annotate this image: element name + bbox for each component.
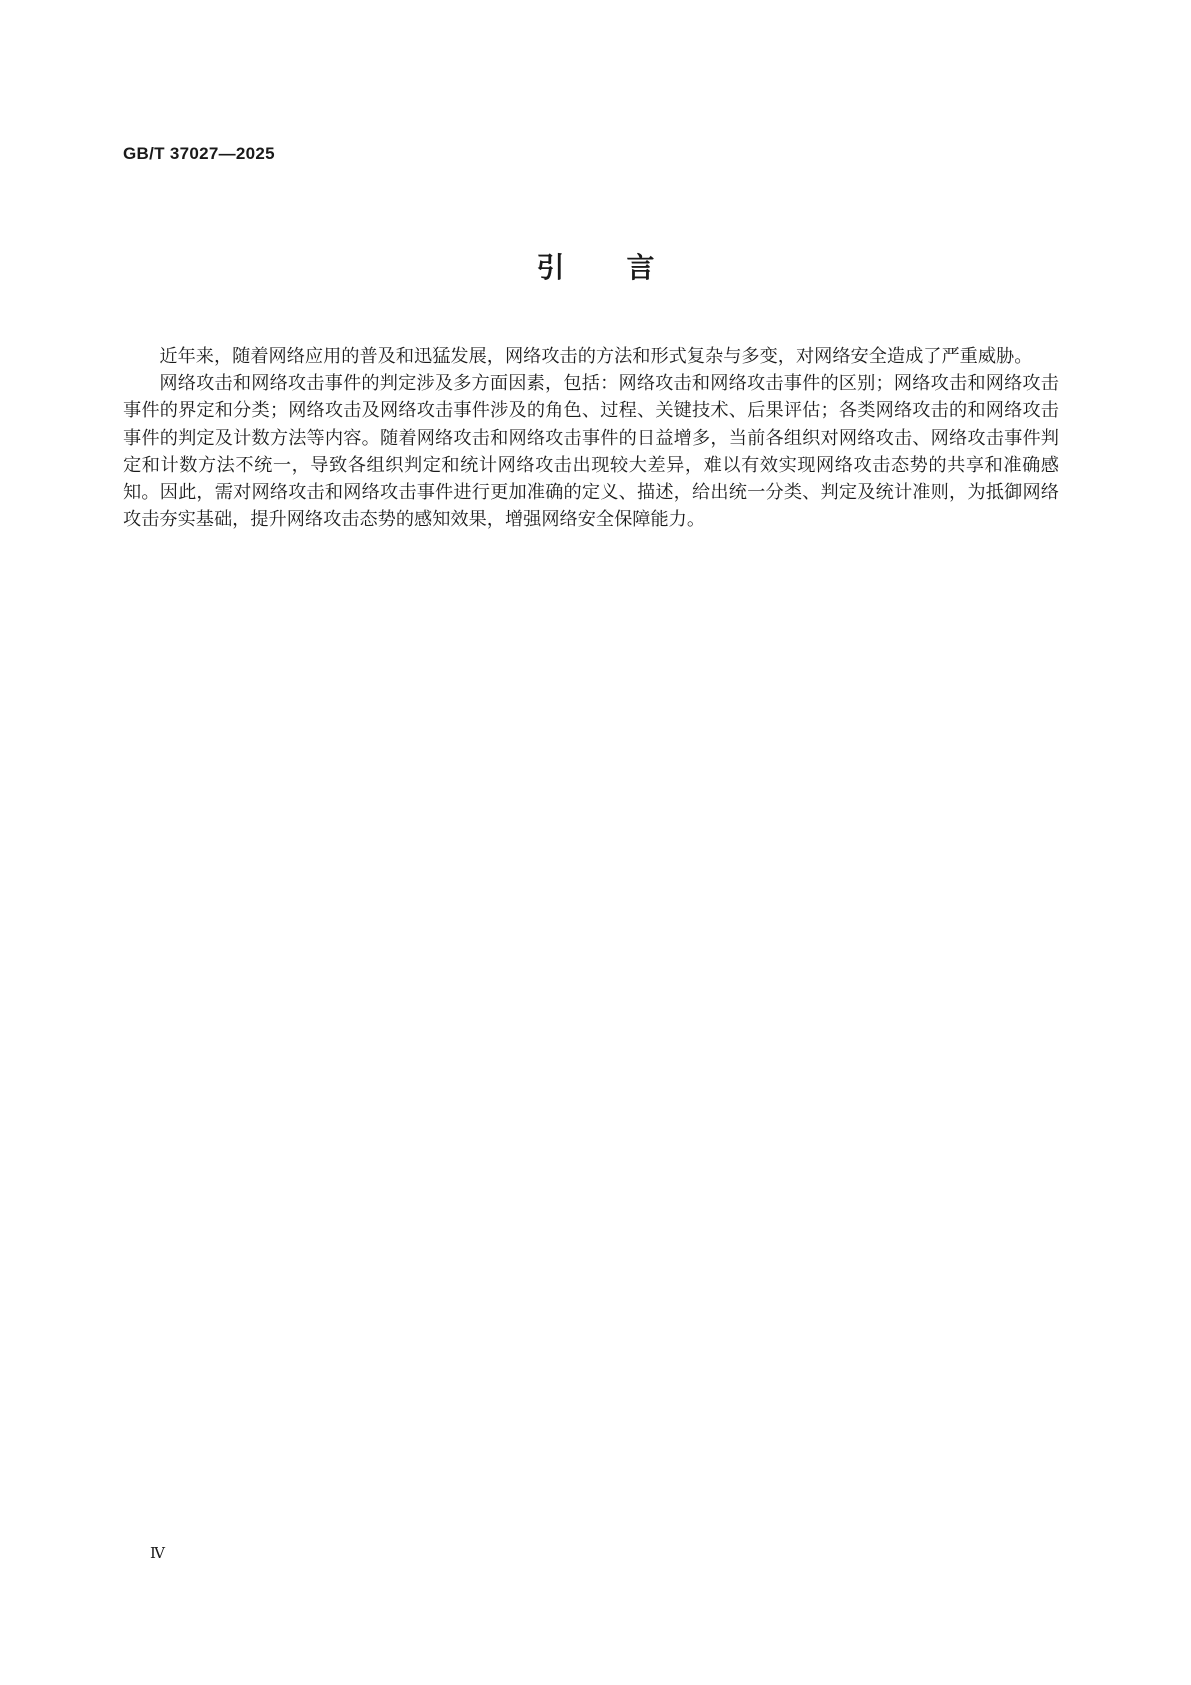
body-text bbox=[123, 343, 1059, 533]
paragraph-2: 网络攻击和网络攻击事件的判定涉及多方面因素，包括：网络攻击和网络攻击事件的区别；网络攻击和网络攻击事件的界定和分类；网络攻击及网络攻击事件涉及的角色、过程、关键技术、后果评估；各类网络攻击的和网络攻击事件的判定及计数方法等内容。随着网络攻击和网络攻击事件的日益增多，当前各组织对网络攻击、网络攻击事件判定和计数方法不统一，导致各组织判定和统计网络攻击出现较大差异，难以有效实现网络攻击态势的共享和准确感知。因此，需对网络攻击和网络攻击事件进行更加准确的定义、描述，给出统一分类、判定及统计准则，为抵御网络攻击夯实基础，提升网络攻击态势的感知效果，增强网络安全保障能力。 bbox=[123, 373, 1059, 531]
page-number: Ⅳ bbox=[150, 1544, 165, 1562]
standard-code: GB/T 37027—2025 bbox=[123, 144, 275, 163]
page-title: 引言 bbox=[536, 251, 717, 284]
paragraph-1: 近年来，随着网络应用的普及和迅猛发展，网络攻击的方法和形式复杂与多变，对网络安全造成了严重威胁。 bbox=[159, 346, 1033, 367]
